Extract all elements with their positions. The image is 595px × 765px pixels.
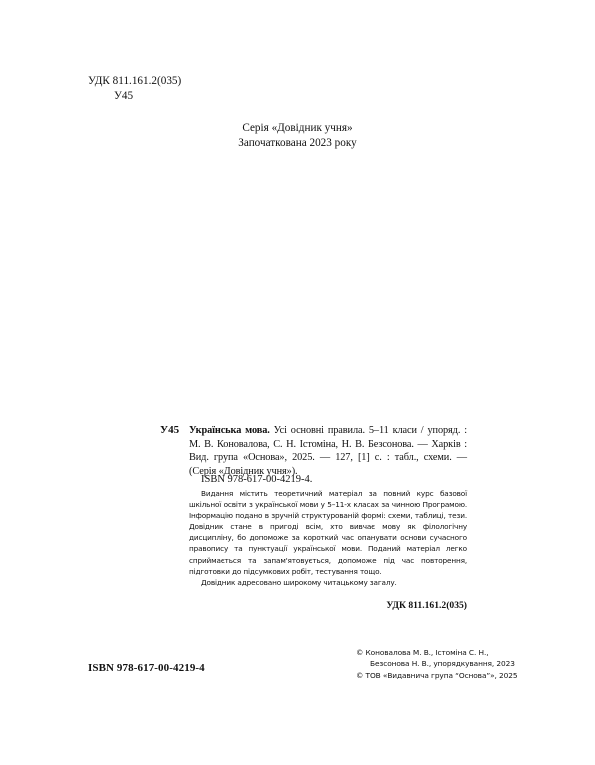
copyright-block — [356, 647, 546, 681]
isbn-footer: ISBN 978-617-00-4219-4 — [88, 662, 205, 674]
annotation — [189, 488, 467, 588]
udk-header — [88, 74, 181, 104]
copyright-line: © Коновалова М. В., Істоміна С. Н., — [356, 648, 489, 657]
udk-classification: УДК 811.161.2(035) — [88, 75, 182, 87]
copyright-line: Безсонова Н. В., упорядкування, 2023 — [370, 659, 515, 669]
series-start: Започаткована 2023 року — [238, 137, 357, 149]
author-mark: У45 — [114, 90, 134, 102]
annotation-audience: Довідник адресовано широкому читацькому загалу. — [201, 577, 397, 587]
bib-author-mark: У45 — [160, 424, 180, 436]
bib-isbn: ISBN 978-617-00-4219-4. — [201, 474, 313, 485]
book-title: Українська мова. — [189, 425, 270, 436]
udk-footer: УДК 811.161.2(035) — [386, 600, 467, 611]
series-title: Серія «Довідник учня» — [242, 122, 353, 134]
series-info — [0, 121, 595, 151]
bib-description: Усі основні правила. 5–11 класи / упоряд. : М. В. Коновалова, С. Н. Істоміна, Н. В. Безсонова. — Харків : Вид. група «Основа», 2025. — 127, [1] с. : табл., схеми. — (Серія «Довідник учня»). — [189, 425, 467, 477]
copyright-line: © ТОВ «Видавнича група “Основа”», 2025 — [356, 670, 518, 680]
annotation-paragraph: Видання містить теоретичний матеріал за повний курс базової шкільної освіти з української мови у 5–11-х класах за чинною Програмою. Інформацію подано в зручній структурованій формі: схеми, таблиці, тези. Довідник стане в пригоді всім, хто вивчає мову як філологічну дисципліну, бо допоможе за короткий час опанувати основи сучасного правопису та пунктуації української мови. Поданий матеріал легко сприймається та запам'ятовується, допоможе під час повторення, підготовки до підсумкових робіт, тестування тощо. — [189, 489, 467, 576]
bibliographic-entry — [189, 424, 467, 478]
